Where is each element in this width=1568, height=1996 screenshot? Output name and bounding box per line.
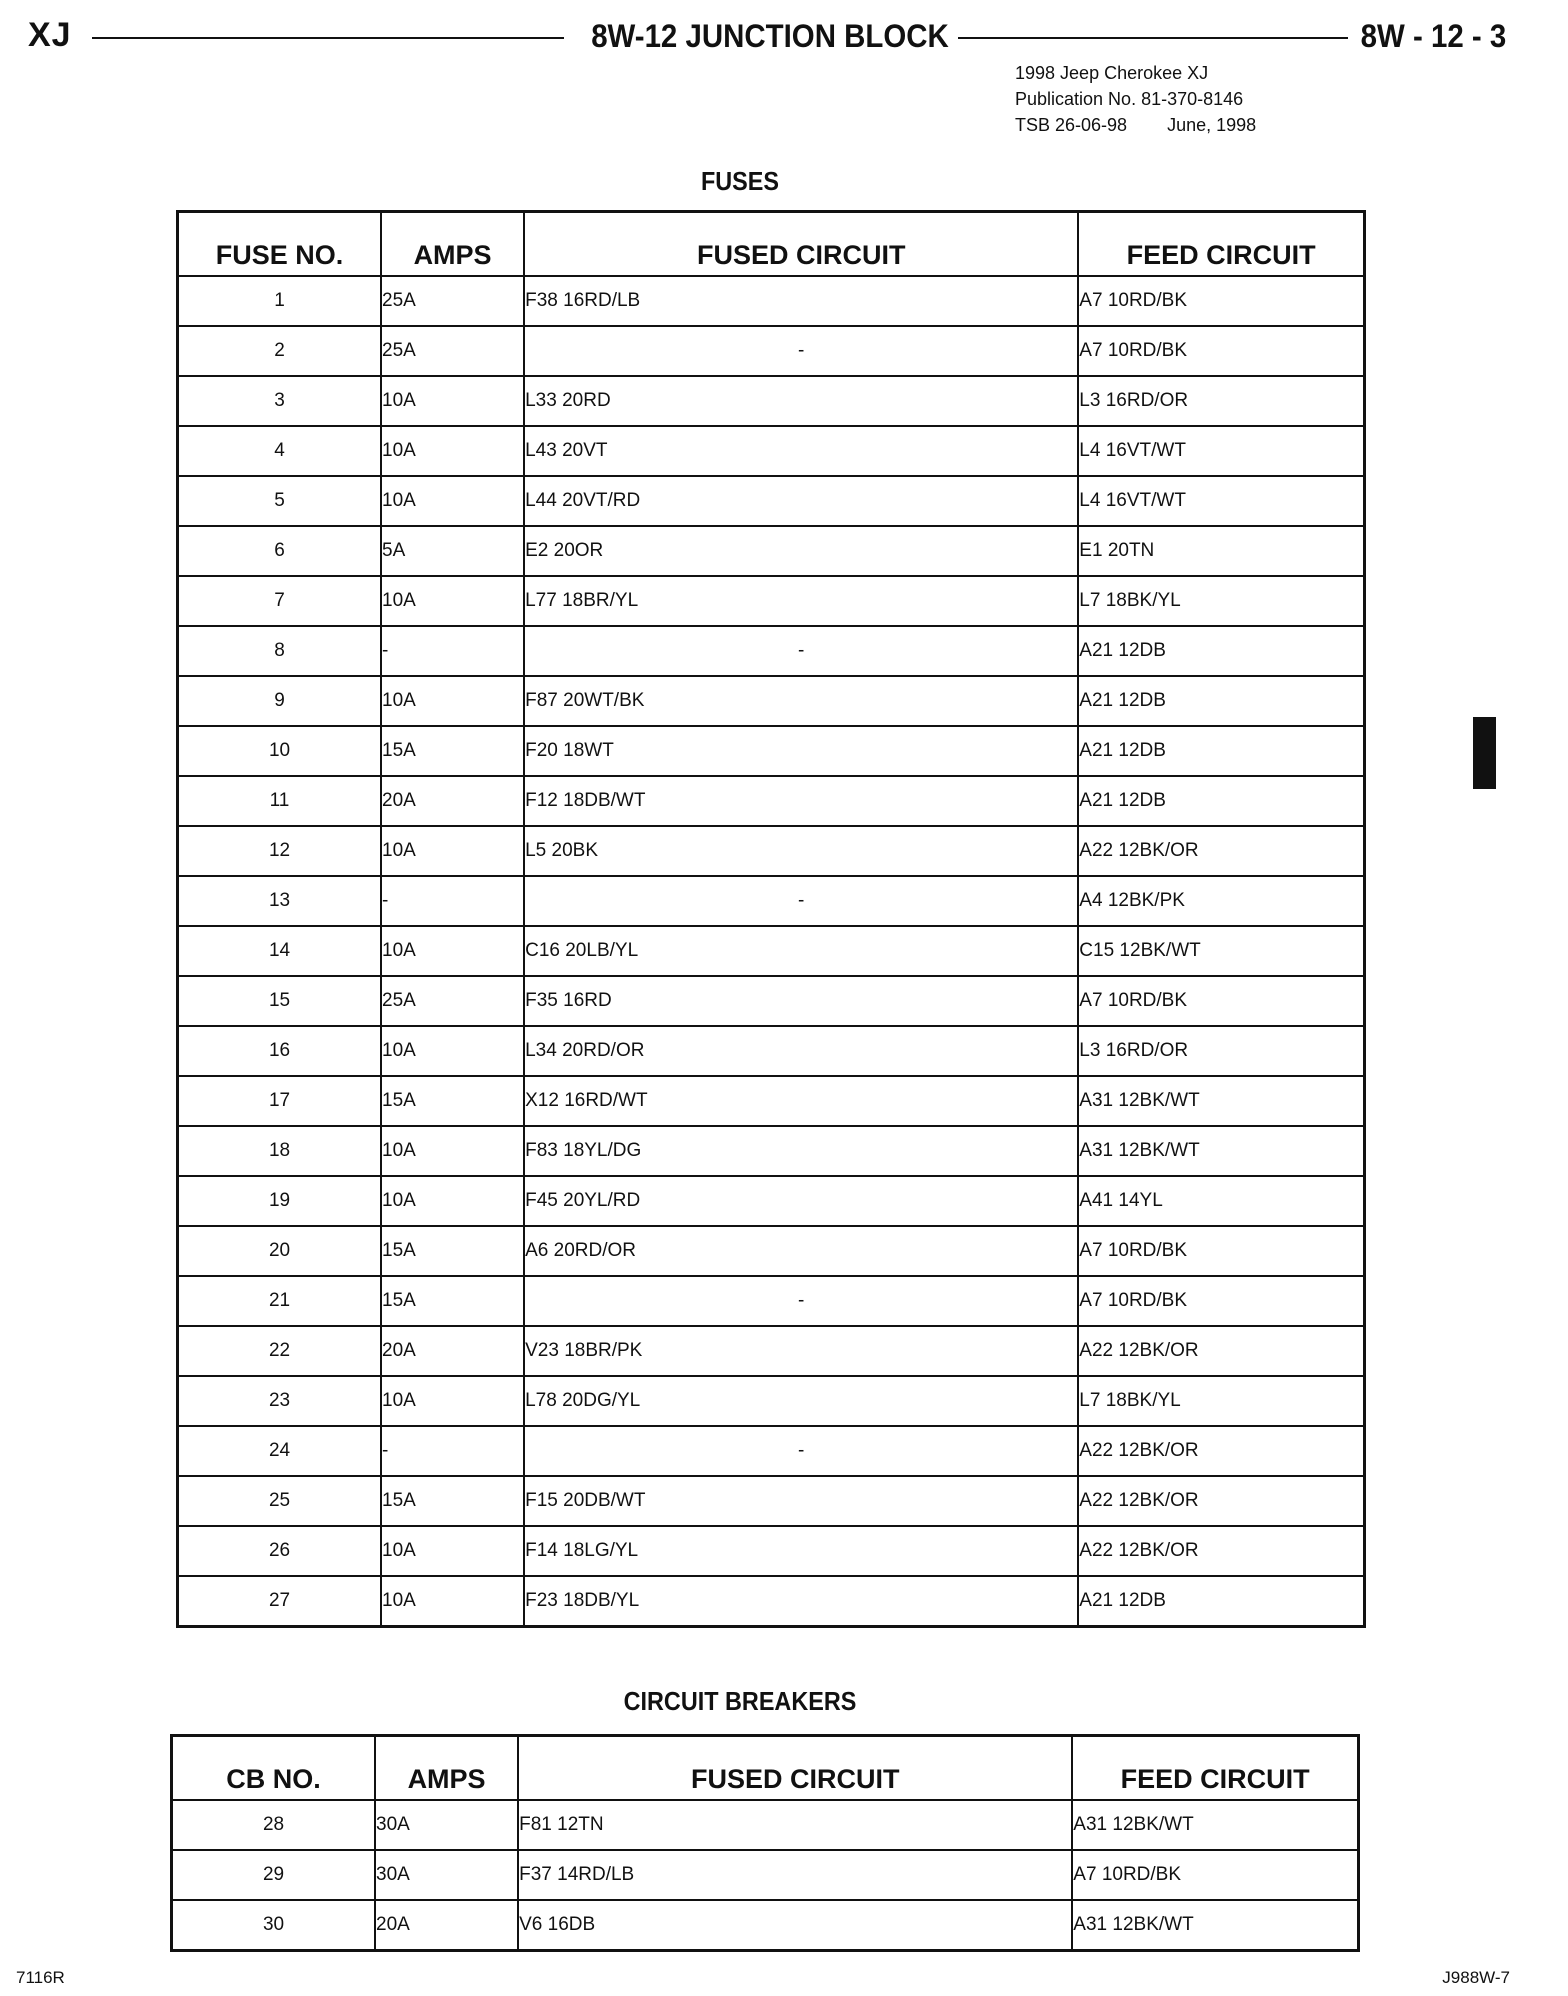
cell-feed-circuit: A21 12DB: [1078, 1576, 1364, 1627]
cell-fused-circuit: F14 18LG/YL: [524, 1526, 1078, 1576]
section-tab-marker: [1473, 717, 1496, 789]
cell-amps: 30A: [375, 1850, 518, 1900]
fuse-row: [178, 1376, 1365, 1426]
cell-feed-circuit: A22 12BK/OR: [1078, 1526, 1364, 1576]
cell-number: 29: [172, 1850, 376, 1900]
cell-amps: -: [381, 1426, 524, 1476]
fuses-header-feed-circuit: FEED CIRCUIT: [1078, 212, 1364, 277]
cell-number: 27: [178, 1576, 382, 1627]
cell-number: 1: [178, 276, 382, 326]
fuse-row: [178, 576, 1365, 626]
cell-number: 23: [178, 1376, 382, 1426]
fuse-row: [178, 1426, 1365, 1476]
cell-number: 21: [178, 1276, 382, 1326]
cell-amps: 25A: [381, 276, 524, 326]
cell-amps: 10A: [381, 426, 524, 476]
cell-feed-circuit: C15 12BK/WT: [1078, 926, 1364, 976]
cell-fused-circuit: F15 20DB/WT: [524, 1476, 1078, 1526]
cell-fused-circuit: L5 20BK: [524, 826, 1078, 876]
fuse-row: [178, 876, 1365, 926]
cell-amps: 30A: [375, 1800, 518, 1850]
cell-fused-circuit: L77 18BR/YL: [524, 576, 1078, 626]
cell-number: 20: [178, 1226, 382, 1276]
cell-amps: 20A: [381, 776, 524, 826]
fuse-row: [178, 626, 1365, 676]
cell-amps: 5A: [381, 526, 524, 576]
cell-fused-circuit: L44 20VT/RD: [524, 476, 1078, 526]
cell-feed-circuit: A21 12DB: [1078, 726, 1364, 776]
cell-feed-circuit: A7 10RD/BK: [1078, 1276, 1364, 1326]
fuse-row: [178, 676, 1365, 726]
cell-fused-circuit: -: [524, 626, 1078, 676]
cell-number: 19: [178, 1176, 382, 1226]
cell-fused-circuit: V6 16DB: [518, 1900, 1072, 1951]
circuit-breaker-row: [172, 1800, 1359, 1850]
cell-amps: 20A: [381, 1326, 524, 1376]
fuse-row: [178, 776, 1365, 826]
publication-info: [1015, 60, 1256, 138]
cell-amps: 25A: [381, 326, 524, 376]
cell-number: 11: [178, 776, 382, 826]
cell-fused-circuit: -: [524, 326, 1078, 376]
circuit-breakers-table-body: [172, 1800, 1359, 1951]
fuse-row: [178, 926, 1365, 976]
cell-feed-circuit: A22 12BK/OR: [1078, 1426, 1364, 1476]
cell-amps: -: [381, 876, 524, 926]
cell-feed-circuit: A7 10RD/BK: [1078, 326, 1364, 376]
cb-header-amps: AMPS: [375, 1736, 518, 1801]
cell-number: 10: [178, 726, 382, 776]
fuse-row: [178, 1026, 1365, 1076]
cell-fused-circuit: -: [524, 876, 1078, 926]
circuit-breaker-row: [172, 1850, 1359, 1900]
cell-number: 15: [178, 976, 382, 1026]
cell-feed-circuit: A41 14YL: [1078, 1176, 1364, 1226]
cell-fused-circuit: L78 20DG/YL: [524, 1376, 1078, 1426]
circuit-breaker-row: [172, 1900, 1359, 1951]
cell-feed-circuit: A7 10RD/BK: [1078, 276, 1364, 326]
cell-fused-circuit: F38 16RD/LB: [524, 276, 1078, 326]
publication-date: June, 1998: [1167, 115, 1257, 135]
cell-amps: 15A: [381, 1076, 524, 1126]
cb-header-cb-no: CB NO.: [172, 1736, 376, 1801]
cell-amps: 15A: [381, 1476, 524, 1526]
publication-tsb: TSB 26-06-98: [1015, 115, 1128, 135]
cell-feed-circuit: L7 18BK/YL: [1078, 576, 1364, 626]
fuses-header-amps: AMPS: [381, 212, 524, 277]
fuse-row: [178, 1176, 1365, 1226]
cell-feed-circuit: A4 12BK/PK: [1078, 876, 1364, 926]
cell-amps: 10A: [381, 1576, 524, 1627]
cell-number: 26: [178, 1526, 382, 1576]
fuses-header-fused-circuit: FUSED CIRCUIT: [524, 212, 1078, 277]
cell-fused-circuit: -: [524, 1426, 1078, 1476]
fuse-row: [178, 1476, 1365, 1526]
cell-fused-circuit: F81 12TN: [518, 1800, 1072, 1850]
cell-amps: 15A: [381, 1226, 524, 1276]
cell-feed-circuit: A7 10RD/BK: [1078, 976, 1364, 1026]
cell-feed-circuit: L3 16RD/OR: [1078, 376, 1364, 426]
cell-number: 25: [178, 1476, 382, 1526]
cell-feed-circuit: L3 16RD/OR: [1078, 1026, 1364, 1076]
cell-feed-circuit: L7 18BK/YL: [1078, 1376, 1364, 1426]
fuse-row: [178, 1076, 1365, 1126]
cell-feed-circuit: A21 12DB: [1078, 776, 1364, 826]
cell-number: 4: [178, 426, 382, 476]
cell-amps: 10A: [381, 1026, 524, 1076]
cell-fused-circuit: V23 18BR/PK: [524, 1326, 1078, 1376]
cell-fused-circuit: E2 20OR: [524, 526, 1078, 576]
cell-fused-circuit: C16 20LB/YL: [524, 926, 1078, 976]
cell-number: 6: [178, 526, 382, 576]
cell-number: 13: [178, 876, 382, 926]
fuse-row: [178, 376, 1365, 426]
fuse-row: [178, 326, 1365, 376]
cell-feed-circuit: A22 12BK/OR: [1078, 826, 1364, 876]
fuses-header-row: [178, 212, 1365, 277]
cell-fused-circuit: F35 16RD: [524, 976, 1078, 1026]
cell-amps: 10A: [381, 1126, 524, 1176]
cell-number: 17: [178, 1076, 382, 1126]
cell-number: 3: [178, 376, 382, 426]
cell-fused-circuit: F37 14RD/LB: [518, 1850, 1072, 1900]
fuse-row: [178, 1526, 1365, 1576]
fuse-row: [178, 726, 1365, 776]
cell-feed-circuit: A31 12BK/WT: [1078, 1076, 1364, 1126]
cell-number: 12: [178, 826, 382, 876]
fuse-row: [178, 976, 1365, 1026]
cell-feed-circuit: A22 12BK/OR: [1078, 1476, 1364, 1526]
cell-amps: -: [381, 626, 524, 676]
cell-feed-circuit: A7 10RD/BK: [1078, 1226, 1364, 1276]
cell-feed-circuit: A21 12DB: [1078, 676, 1364, 726]
cell-amps: 20A: [375, 1900, 518, 1951]
cell-fused-circuit: F87 20WT/BK: [524, 676, 1078, 726]
cb-header-row: [172, 1736, 1359, 1801]
cell-fused-circuit: X12 16RD/WT: [524, 1076, 1078, 1126]
fuse-row: [178, 826, 1365, 876]
cell-number: 18: [178, 1126, 382, 1176]
cell-feed-circuit: A22 12BK/OR: [1078, 1326, 1364, 1376]
cell-fused-circuit: F23 18DB/YL: [524, 1576, 1078, 1627]
fuse-row: [178, 526, 1365, 576]
page-number: 8W - 12 - 3: [1360, 18, 1506, 54]
cell-amps: 10A: [381, 1376, 524, 1426]
cell-amps: 10A: [381, 576, 524, 626]
page-title: 8W-12 JUNCTION BLOCK: [591, 18, 949, 54]
publication-number: Publication No. 81-370-8146: [1015, 89, 1244, 109]
fuse-row: [178, 1226, 1365, 1276]
fuse-row: [178, 1326, 1365, 1376]
cell-number: 8: [178, 626, 382, 676]
fuse-row: [178, 1276, 1365, 1326]
cell-number: 7: [178, 576, 382, 626]
cell-feed-circuit: A31 12BK/WT: [1072, 1800, 1358, 1850]
cell-amps: 10A: [381, 826, 524, 876]
fuse-row: [178, 1126, 1365, 1176]
publication-tsb-line: [1015, 112, 1256, 138]
cell-feed-circuit: L4 16VT/WT: [1078, 476, 1364, 526]
cell-number: 16: [178, 1026, 382, 1076]
cell-fused-circuit: L34 20RD/OR: [524, 1026, 1078, 1076]
cell-number: 14: [178, 926, 382, 976]
cb-header-fused-circuit: FUSED CIRCUIT: [518, 1736, 1072, 1801]
footer-right-code: J988W-7: [1442, 1968, 1510, 1987]
cell-number: 2: [178, 326, 382, 376]
fuses-header-fuse-no: FUSE NO.: [178, 212, 382, 277]
cell-amps: 10A: [381, 676, 524, 726]
cell-fused-circuit: F45 20YL/RD: [524, 1176, 1078, 1226]
cell-feed-circuit: L4 16VT/WT: [1078, 426, 1364, 476]
cell-fused-circuit: L33 20RD: [524, 376, 1078, 426]
publication-vehicle: 1998 Jeep Cherokee XJ: [1015, 63, 1209, 83]
cell-amps: 10A: [381, 926, 524, 976]
cell-number: 22: [178, 1326, 382, 1376]
cell-number: 5: [178, 476, 382, 526]
fuse-row: [178, 276, 1365, 326]
cell-feed-circuit: A7 10RD/BK: [1072, 1850, 1358, 1900]
cell-number: 28: [172, 1800, 376, 1850]
cell-amps: 15A: [381, 1276, 524, 1326]
header-rule-right: [958, 37, 1348, 39]
cell-amps: 10A: [381, 1176, 524, 1226]
cell-fused-circuit: F12 18DB/WT: [524, 776, 1078, 826]
cell-fused-circuit: F20 18WT: [524, 726, 1078, 776]
cell-feed-circuit: A31 12BK/WT: [1078, 1126, 1364, 1176]
cb-header-feed-circuit: FEED CIRCUIT: [1072, 1736, 1358, 1801]
cell-number: 9: [178, 676, 382, 726]
fuses-table: [176, 210, 1366, 1628]
cell-fused-circuit: L43 20VT: [524, 426, 1078, 476]
footer-left-code: 7116R: [16, 1968, 65, 1987]
fuses-section-title: FUSES: [700, 166, 780, 196]
cell-number: 24: [178, 1426, 382, 1476]
cell-feed-circuit: A31 12BK/WT: [1072, 1900, 1358, 1951]
cell-fused-circuit: A6 20RD/OR: [524, 1226, 1078, 1276]
cell-feed-circuit: A21 12DB: [1078, 626, 1364, 676]
fuse-row: [178, 1576, 1365, 1627]
cell-amps: 15A: [381, 726, 524, 776]
cell-amps: 10A: [381, 376, 524, 426]
cell-fused-circuit: F83 18YL/DG: [524, 1126, 1078, 1176]
circuit-breakers-table: [170, 1734, 1360, 1952]
cell-feed-circuit: E1 20TN: [1078, 526, 1364, 576]
circuit-breakers-section-title: CIRCUIT BREAKERS: [623, 1686, 857, 1716]
header-left-label: XJ: [28, 16, 72, 54]
fuse-row: [178, 426, 1365, 476]
fuse-row: [178, 476, 1365, 526]
cell-amps: 10A: [381, 476, 524, 526]
cell-amps: 10A: [381, 1526, 524, 1576]
fuses-table-body: [178, 276, 1365, 1627]
cell-number: 30: [172, 1900, 376, 1951]
cell-amps: 25A: [381, 976, 524, 1026]
cell-fused-circuit: -: [524, 1276, 1078, 1326]
